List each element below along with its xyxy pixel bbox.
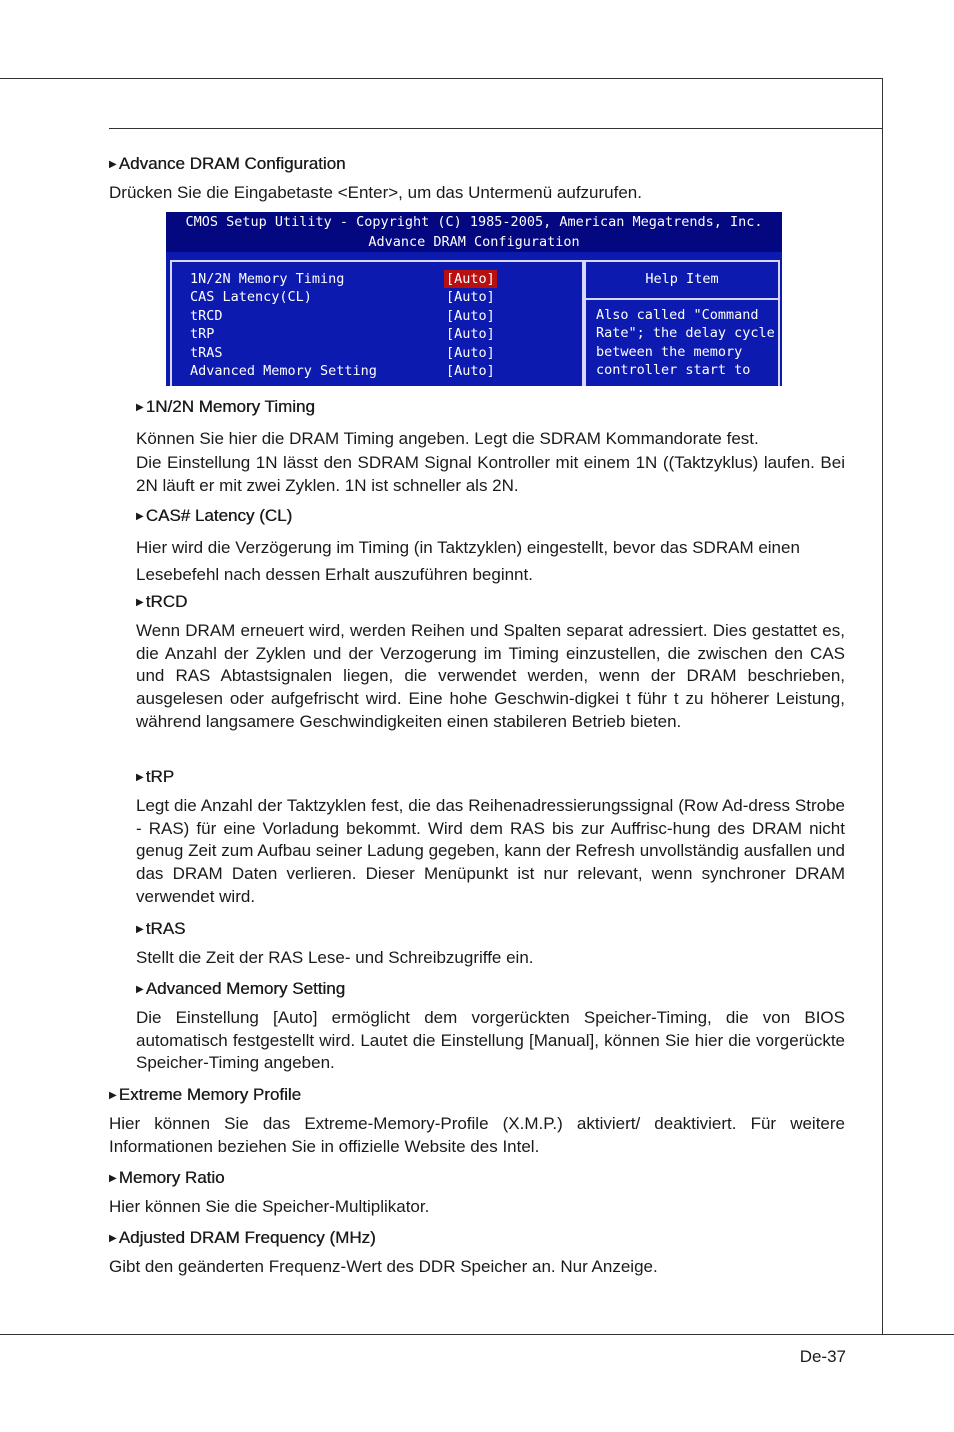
bottom-rule bbox=[0, 1334, 954, 1335]
section-heading: ▶ tRCD bbox=[136, 592, 188, 611]
section-heading: ▶ Extreme Memory Profile bbox=[109, 1085, 302, 1104]
header-rule bbox=[109, 128, 883, 129]
triangle-bullet-icon: ▶ bbox=[136, 772, 144, 783]
bios-subtitle: Advance DRAM Configuration bbox=[166, 232, 782, 252]
section-heading: ▶ tRAS bbox=[136, 919, 186, 938]
triangle-bullet-icon: ▶ bbox=[136, 402, 144, 413]
section-text: Die Einstellung 1N lässt den SDRAM Signal Kontroller mit einem 1N ((Taktzyklus) laufen. Bei 2N läuft er mit zwei Zyklen. 1N ist schneller als 2N. bbox=[136, 453, 845, 495]
triangle-bullet-icon: ▶ bbox=[109, 1233, 117, 1244]
bios-item-cas[interactable]: CAS Latency(CL) [Auto] bbox=[190, 289, 495, 306]
section-text: Stellt die Zeit der RAS Lese- und Schreibzugriffe ein. bbox=[136, 948, 534, 967]
section-text: Wenn DRAM erneuert wird, werden Reihen und Spalten separat adressiert. Dies gestattet es, die Anzahl der Zyklen und der Verzogerung im Timing einzustellen, die zwischen den CAS und RAS Abtastsignalen liegen, die verwendet werden, wenn der DRAM beschrieben, ausgelesen oder aufgefrischt wird. Eine hohe Geschwin-digkei t führ t zu höherer Leistung, während langsamere Geschwindigkeiten einen stabileren Betrieb bieten. bbox=[136, 621, 845, 731]
bios-help-title: Help Item bbox=[586, 262, 778, 300]
triangle-bullet-icon: ▶ bbox=[136, 597, 144, 608]
section-trcd bbox=[136, 591, 845, 734]
bios-value-selected[interactable]: [Auto] bbox=[446, 271, 495, 287]
right-rule bbox=[882, 78, 883, 1334]
section-heading: ▶ CAS# Latency (CL) bbox=[136, 506, 293, 525]
section-text: Hier wird die Verzögerung im Timing (in Taktzyklen) eingestellt, bevor das SDRAM einen Lesebefehl nach dessen Erhalt auszuführen beginnt. bbox=[136, 538, 800, 584]
section-heading: ▶ Adjusted DRAM Frequency (MHz) bbox=[109, 1228, 376, 1247]
bios-help-text: Also called "Command Rate"; the delay cycle between the memory controller start to bbox=[596, 307, 775, 379]
section-heading: ▶ Advanced Memory Setting bbox=[136, 979, 346, 998]
section-text: Können Sie hier die DRAM Timing angeben. Legt die SDRAM Kommandorate fest. bbox=[136, 429, 759, 448]
section-heading: ▶ Advance DRAM Configuration bbox=[109, 154, 346, 173]
section-text: Drücken Sie die Eingabetaste <Enter>, um das Untermenü aufzurufen. bbox=[109, 183, 642, 202]
triangle-bullet-icon: ▶ bbox=[136, 984, 144, 995]
section-1n2n-timing bbox=[136, 396, 845, 497]
bios-menu-panel bbox=[170, 260, 584, 386]
bios-item-1n2n[interactable]: 1N/2N Memory Timing [Auto] bbox=[190, 271, 495, 287]
section-text: Hier können Sie die Speicher-Multiplikator. bbox=[109, 1197, 430, 1216]
bios-item-tras[interactable]: tRAS [Auto] bbox=[190, 344, 495, 361]
section-text: Gibt den geänderten Frequenz-Wert des DDR Speicher an. Nur Anzeige. bbox=[109, 1257, 658, 1276]
section-cas-latency bbox=[136, 505, 845, 588]
section-heading: ▶ Memory Ratio bbox=[109, 1168, 225, 1187]
section-advanced-memory bbox=[136, 978, 845, 1075]
section-text: Legt die Anzahl der Taktzyklen fest, die das Reihenadressierungssignal (Row Ad-dress Strobe - RAS) für eine Vorladung bekommt. Wird dem RAS bis zur Auffrisc-hung des DRAM nicht genug Zeit zum Aufbau seiner Ladung gegeben, kann der Refresh unvollständig ausfallen und das DRAM Daten verlieren. Dieser Menüpunkt ist nur relevant, wenn synchroner DRAM verwendet wird. bbox=[136, 796, 845, 906]
top-rule bbox=[0, 78, 882, 79]
triangle-bullet-icon: ▶ bbox=[136, 924, 144, 935]
section-xmp bbox=[109, 1084, 845, 1158]
triangle-bullet-icon: ▶ bbox=[109, 1173, 117, 1184]
section-dram-frequency bbox=[109, 1227, 845, 1279]
bios-item-trcd[interactable]: tRCD [Auto] bbox=[190, 307, 495, 324]
bios-item-trp[interactable]: tRP [Auto] bbox=[190, 326, 495, 343]
triangle-bullet-icon: ▶ bbox=[136, 511, 144, 522]
section-memory-ratio bbox=[109, 1167, 845, 1219]
section-advance-dram bbox=[109, 153, 845, 205]
bios-screen bbox=[166, 212, 782, 386]
section-text: Hier können Sie das Extreme-Memory-Profile (X.M.P.) aktiviert/ deaktiviert. Für weitere Informationen beziehen Sie in offizielle Website des Intel. bbox=[109, 1114, 845, 1156]
section-text: Die Einstellung [Auto] ermöglicht dem vorgerückten Speicher-Timing, die von BIOS automatisch festgestellt wird. Lautet die Einstellung [Manual], können Sie hier die vorgerückte Speicher-Timing angeben. bbox=[136, 1008, 845, 1073]
bios-title: CMOS Setup Utility - Copyright (C) 1985-2005, American Megatrends, Inc. bbox=[166, 212, 782, 232]
triangle-bullet-icon: ▶ bbox=[109, 1090, 117, 1101]
section-heading: ▶ tRP bbox=[136, 767, 175, 786]
bios-help-panel bbox=[584, 260, 780, 386]
triangle-bullet-icon: ▶ bbox=[109, 159, 117, 170]
page-number: De-37 bbox=[799, 1347, 846, 1366]
section-tras bbox=[136, 918, 845, 970]
section-trp bbox=[136, 766, 845, 909]
section-heading: ▶ 1N/2N Memory Timing bbox=[136, 397, 315, 416]
bios-item-advanced[interactable]: Advanced Memory Setting [Auto] bbox=[190, 363, 495, 379]
